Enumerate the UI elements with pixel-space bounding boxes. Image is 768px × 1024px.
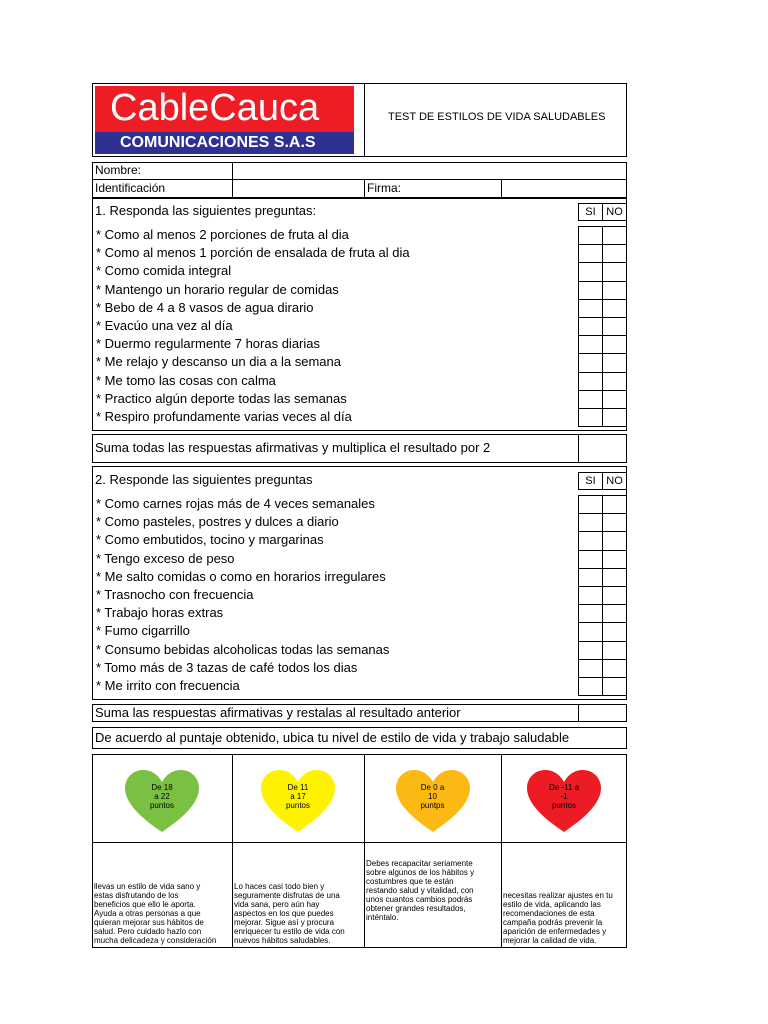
- level-description-line: unos cuantos cambios podrás: [366, 895, 473, 904]
- logo-sub-text: COMUNICACIONES S.A.S: [120, 134, 316, 151]
- si-label: SI: [585, 475, 596, 487]
- level-description-line: vida sana, pero aún hay: [234, 900, 320, 909]
- question-item: * Como carnes rojas más de 4 veces semanales: [96, 496, 375, 511]
- answer-no-cell[interactable]: [602, 244, 627, 263]
- answer-si-cell[interactable]: [578, 659, 603, 678]
- level-description-line: estas disfrutando de los: [94, 891, 179, 900]
- level-score-label: [534, 783, 594, 810]
- question-item: * Respiro profundamente varias veces al día: [96, 409, 352, 424]
- answer-si-cell[interactable]: [578, 641, 603, 660]
- answer-no-cell[interactable]: [602, 262, 627, 281]
- level-description-line: salud. Pero cuidado hazlo con: [94, 927, 202, 936]
- answer-si-cell[interactable]: [578, 495, 603, 514]
- level-score-line: puntos: [285, 801, 311, 810]
- level-score-line: puntps: [420, 801, 445, 810]
- level-description-line: seguramente disfrutas de una: [234, 891, 340, 900]
- level-score-line: De -11 a: [548, 783, 580, 792]
- question-item: * Me relajo y descanso un dia a la semana: [96, 354, 341, 370]
- answer-no-cell[interactable]: [602, 353, 627, 372]
- level-description-line: costumbres que te están: [366, 877, 454, 886]
- level-score-line: a 17: [290, 792, 306, 801]
- answer-no-cell[interactable]: [602, 335, 627, 354]
- level-score-line: -1: [560, 792, 568, 801]
- si-label: SI: [585, 206, 596, 218]
- firma-label: Firma:: [367, 181, 401, 195]
- level-score-line: a 22: [154, 792, 170, 801]
- answer-si-cell[interactable]: [578, 531, 603, 550]
- identificacion-field[interactable]: [233, 180, 363, 197]
- answer-si-cell[interactable]: [578, 226, 603, 245]
- answer-no-cell[interactable]: [602, 372, 627, 391]
- answer-no-cell[interactable]: [602, 622, 627, 641]
- no-label: NO: [606, 475, 623, 487]
- question-item: * Fumo cigarrillo: [96, 623, 190, 639]
- level-description-line: mucha delicadeza y consideración: [94, 936, 217, 945]
- level-score-line: puntos: [149, 801, 175, 810]
- level-description-line: llevas un estilo de vida sano y: [94, 882, 201, 891]
- no-label: NO: [606, 206, 623, 218]
- level-description: [94, 882, 230, 945]
- nombre-label: Nombre:: [95, 163, 142, 177]
- answer-si-cell[interactable]: [578, 586, 603, 605]
- section1-sum-text: Suma todas las respuestas afirmativas y multiplica el resultado por 2: [95, 440, 491, 455]
- question-item: * Tengo exceso de peso: [96, 550, 235, 566]
- question-item: * Trasnocho con frecuencia: [96, 587, 254, 602]
- answer-no-cell[interactable]: [602, 513, 627, 532]
- question-item: * Practico algún deporte todas las semanas: [96, 390, 347, 406]
- answer-no-cell[interactable]: [602, 550, 627, 569]
- level-score-label: [268, 783, 328, 810]
- level-description-line: necesitas realizar ajustes en tu: [503, 891, 613, 900]
- level-score-line: De 11: [287, 783, 309, 792]
- level-description-line: mejorar. Sigue así y procura: [234, 918, 335, 927]
- answer-no-cell[interactable]: [602, 604, 627, 623]
- level-description-line: nuevos hábitos saludables.: [234, 936, 331, 945]
- answer-no-cell[interactable]: [602, 299, 627, 318]
- answer-si-cell[interactable]: [578, 335, 603, 354]
- level-description-line: beneficios que ello le aporta.: [94, 900, 196, 909]
- question-item: * Como pasteles, postres y dulces a diario: [96, 514, 339, 530]
- answer-si-cell[interactable]: [578, 244, 603, 263]
- section1-sum-field[interactable]: [579, 435, 626, 462]
- answer-si-cell[interactable]: [578, 622, 603, 641]
- answer-no-cell[interactable]: [602, 531, 627, 550]
- question-item: * Como comida integral: [96, 263, 232, 279]
- header-divider: [364, 83, 365, 157]
- level-description-line: mejorar la calidad de vida.: [503, 936, 597, 945]
- logo-main-text: CableCauca: [110, 87, 320, 129]
- section1-si-header: [578, 203, 603, 221]
- answer-si-cell[interactable]: [578, 281, 603, 300]
- form-col-divider: [364, 179, 365, 198]
- question-item: * Bebo de 4 a 8 vasos de agua dirario: [96, 299, 314, 315]
- level-score-line: De 18: [151, 783, 173, 792]
- level-description-line: restando salud y vitalidad, con: [366, 886, 474, 895]
- answer-si-cell[interactable]: [578, 408, 603, 427]
- answer-no-cell[interactable]: [602, 495, 627, 514]
- answer-no-cell[interactable]: [602, 677, 627, 696]
- nombre-field[interactable]: [233, 163, 626, 178]
- level-description-line: quieran mejorar sus hábitos de: [94, 918, 204, 927]
- level-description-line: campaña podrás prevenir la: [503, 918, 603, 927]
- level-description-line: Ayuda a otras personas a que: [94, 909, 201, 918]
- question-item: * Me tomo las cosas con calma: [96, 372, 276, 388]
- answer-no-cell[interactable]: [602, 568, 627, 587]
- answer-si-cell[interactable]: [578, 262, 603, 281]
- result-heading: De acuerdo al puntaje obtenido, ubica tu nivel de estilo de vida y trabajo saludable: [95, 730, 570, 745]
- question-item: * Duermo regularmente 7 horas diarias: [96, 336, 320, 352]
- answer-no-cell[interactable]: [602, 586, 627, 605]
- levels-col-divider: [364, 754, 365, 948]
- answer-si-cell[interactable]: [578, 353, 603, 372]
- level-score-line: De 0 a: [420, 783, 445, 792]
- levels-col-divider: [501, 754, 502, 948]
- levels-row-divider: [92, 842, 627, 843]
- level-description-line: inténtalo.: [366, 913, 399, 922]
- section2-no-header: [602, 472, 627, 490]
- answer-si-cell[interactable]: [578, 513, 603, 532]
- answer-si-cell[interactable]: [578, 604, 603, 623]
- question-item: * Evacúo una vez al día: [96, 318, 233, 333]
- level-description-line: sobre algunos de los hábitos y: [366, 868, 475, 877]
- answer-no-cell[interactable]: [602, 317, 627, 336]
- answer-no-cell[interactable]: [602, 226, 627, 245]
- question-item: * Tomo más de 3 tazas de café todos los dias: [96, 659, 358, 675]
- answer-no-cell[interactable]: [602, 659, 627, 678]
- answer-si-cell[interactable]: [578, 390, 603, 409]
- section2-sum-field[interactable]: [579, 705, 626, 721]
- level-description-line: recomendaciones de esta: [503, 909, 595, 918]
- answer-si-cell[interactable]: [578, 299, 603, 318]
- answer-si-cell[interactable]: [578, 372, 603, 391]
- question-item: * Me irrito con frecuencia: [96, 678, 240, 693]
- question-item: * Me salto comidas o como en horarios irregulares: [96, 568, 386, 584]
- question-item: * Trabajo horas extras: [96, 605, 224, 621]
- answer-no-cell[interactable]: [602, 281, 627, 300]
- section1-no-header: [602, 203, 627, 221]
- level-description-line: enriquecer tu estilo de vida con: [234, 927, 345, 936]
- answer-si-cell[interactable]: [578, 568, 603, 587]
- question-item: * Mantengo un horario regular de comidas: [96, 281, 339, 297]
- level-description-line: Debes recapacitar seriamente: [366, 859, 473, 868]
- level-score-line: 10: [428, 792, 437, 801]
- section2-sum-text: Suma las respuestas afirmativas y restalas al resultado anterior: [95, 705, 461, 720]
- level-score-line: puntos: [551, 801, 577, 810]
- level-description-line: Lo haces casi todo bien y: [234, 882, 325, 891]
- level-description: [503, 891, 625, 945]
- level-description-line: obtener grandes resultados,: [366, 904, 466, 913]
- level-description-line: aparición de enfermedades y: [503, 927, 607, 936]
- level-score-label: [132, 783, 192, 810]
- identificacion-label: Identificación: [95, 181, 166, 195]
- answer-si-cell[interactable]: [578, 317, 603, 336]
- level-description-line: estilo de vida, aplicando las: [503, 900, 601, 909]
- section2-si-header: [578, 472, 603, 490]
- question-item: * Consumo bebidas alcoholicas todas las semanas: [96, 641, 390, 657]
- level-description: [366, 859, 499, 922]
- level-description: [234, 882, 362, 945]
- answer-si-cell[interactable]: [578, 677, 603, 696]
- answer-no-cell[interactable]: [602, 390, 627, 409]
- section1-heading: 1. Responda las siguientes preguntas:: [95, 203, 317, 218]
- level-score-label: [403, 783, 463, 810]
- levels-col-divider: [232, 754, 233, 948]
- question-item: * Como embutidos, tocino y margarinas: [96, 532, 324, 548]
- answer-si-cell[interactable]: [578, 550, 603, 569]
- answer-no-cell[interactable]: [602, 641, 627, 660]
- question-item: * Como al menos 2 porciones de fruta al dia: [96, 227, 349, 242]
- question-item: * Como al menos 1 porción de ensalada de fruta al dia: [96, 245, 410, 261]
- section2-heading: 2. Responde las siguientes preguntas: [95, 472, 313, 487]
- answer-no-cell[interactable]: [602, 408, 627, 427]
- firma-field[interactable]: [502, 180, 626, 197]
- level-description-line: aspectos en los que puedes: [234, 909, 334, 918]
- page-title: TEST DE ESTILOS DE VIDA SALUDABLES: [388, 111, 606, 123]
